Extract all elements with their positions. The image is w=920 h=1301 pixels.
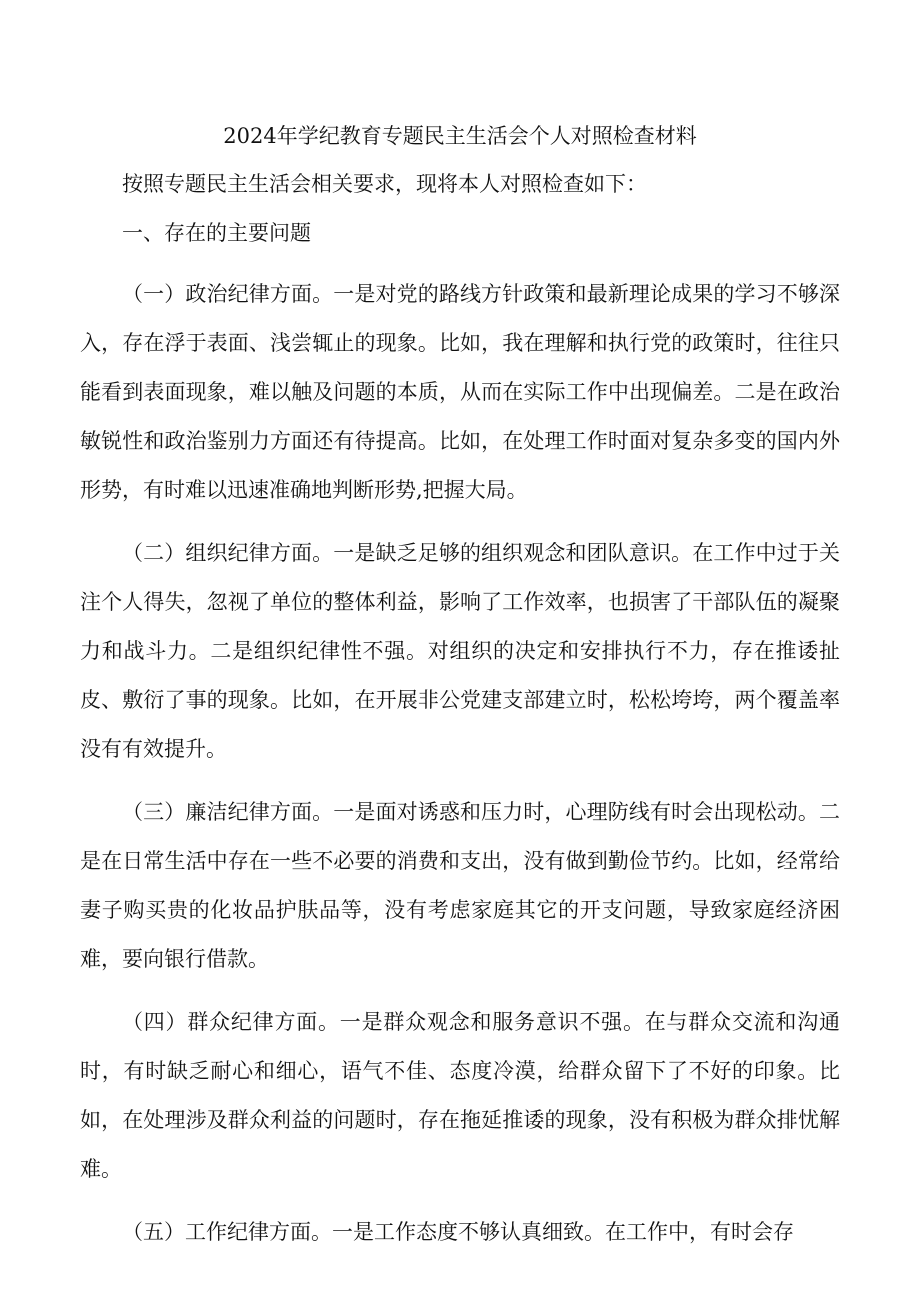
paragraph-political-discipline: （一）政治纪律方面。一是对党的路线方针政策和最新理论成果的学习不够深入，存在浮于表面、浅尝辄止的现象。比如，我在理解和执行党的政策时，往往只能看到表面现象，难以触及问题的本质，从而在实际工作中出现偏差。二是在政治敏锐性和政治鉴别力方面还有待提高。比如，在处理工作时面对复杂多变的国内外形势，有时难以迅速准确地判断形势,把握大局。 [80, 282, 840, 502]
paragraph-mass-discipline: （四）群众纪律方面。一是群众观念和服务意识不强。在与群众交流和沟通时，有时缺乏耐心和细心，语气不佳、态度冷漠，给群众留下了不好的印象。比如，在处理涉及群众利益的问题时，存在拖延推诿的现象，没有积极为群众排忧解难。 [80, 1010, 840, 1181]
document-body [80, 160, 840, 1271]
paragraph-integrity-discipline: （三）廉洁纪律方面。一是面对诱惑和压力时，心理防线有时会出现松动。二是在日常生活中存在一些不必要的消费和支出，没有做到勤俭节约。比如，经常给妻子购买贵的化妆品护肤品等，没有考虑家庭其它的开支问题，导致家庭经济困难，要向银行借款。 [80, 800, 840, 971]
paragraph-organizational-discipline: （二）组织纪律方面。一是缺乏足够的组织观念和团队意识。在工作中过于关注个人得失，忽视了单位的整体利益，影响了工作效率，也损害了干部队伍的凝聚力和战斗力。二是组织纪律性不强。对组织的决定和安排执行不力，存在推诿扯皮、敷衍了事的现象。比如，在开展非公党建支部建立时，松松垮垮，两个覆盖率没有有效提升。 [80, 541, 840, 761]
paragraph-work-discipline: （五）工作纪律方面。一是工作态度不够认真细致。在工作中，有时会存 [122, 1220, 794, 1244]
intro-paragraph: 按照专题民主生活会相关要求，现将本人对照检查如下： [122, 172, 647, 196]
section-heading: 一、存在的主要问题 [122, 221, 311, 245]
document-title: 2024年学纪教育专题民主生活会个人对照检查材料 [223, 124, 697, 148]
